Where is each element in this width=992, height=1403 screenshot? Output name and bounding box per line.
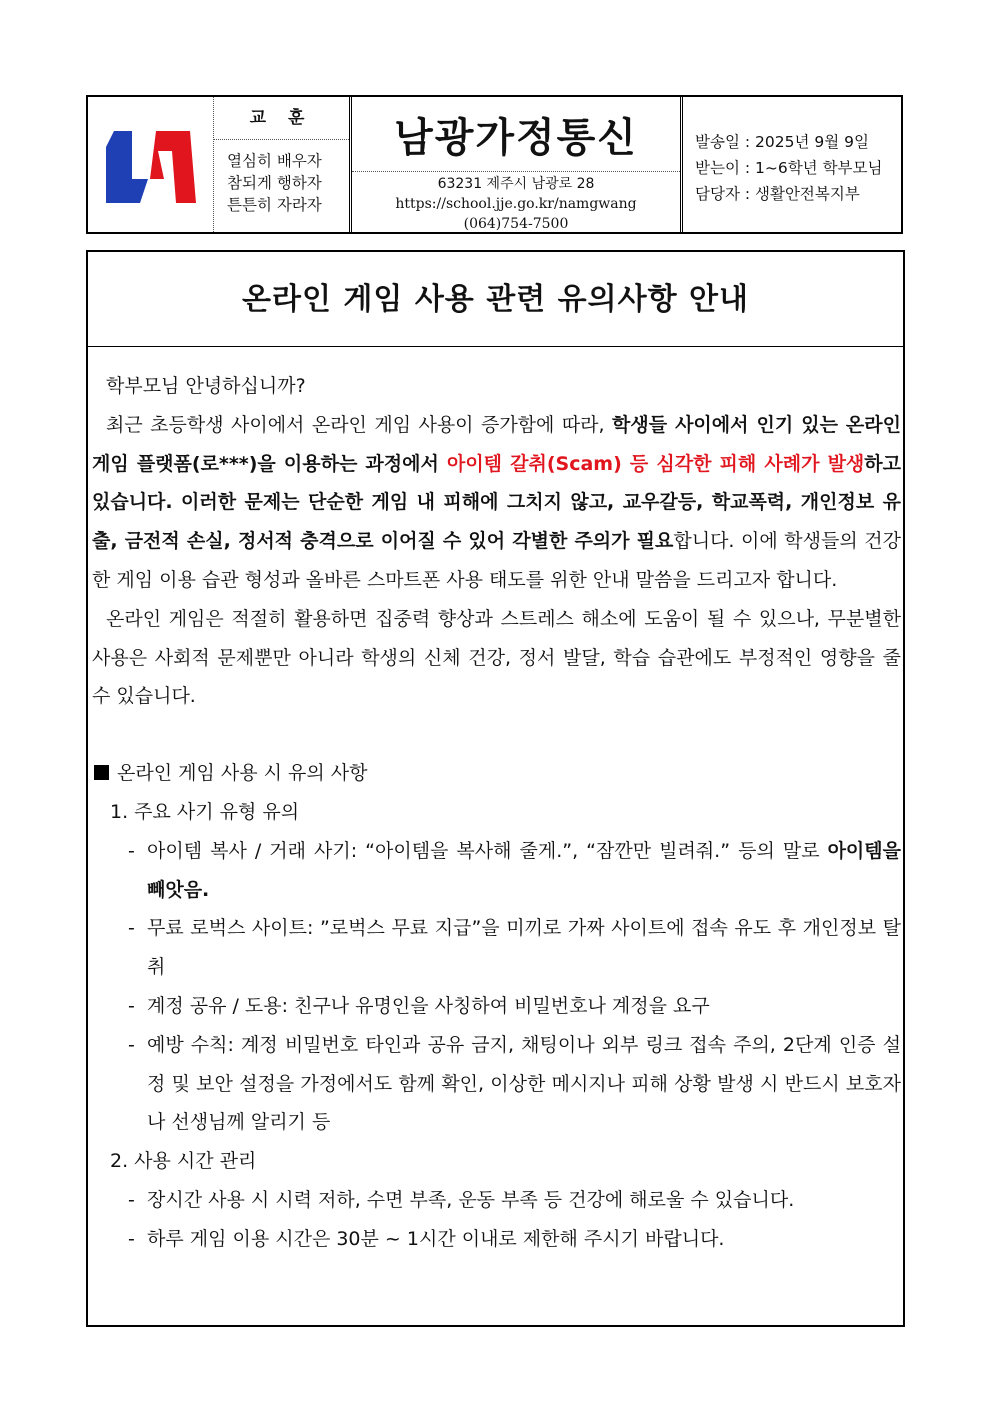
motto-title: 교 훈 bbox=[213, 97, 349, 140]
info-cell bbox=[683, 97, 901, 232]
school-phone: (064)754-7500 bbox=[463, 216, 569, 232]
greeting: 학부모님 안녕하십니까? bbox=[106, 375, 306, 397]
intro-text-1: 최근 초등학생 사이에서 온라인 게임 사용이 증가함에 따라, bbox=[106, 413, 612, 436]
list-item: - 장시간 사용 시 시력 저하, 수면 부족, 운동 부족 등 건강에 해로울 수 있습니다. bbox=[128, 1188, 795, 1211]
game-effects-paragraph: 온라인 게임은 적절히 활용하면 집중력 향상과 스트레스 해소에 도움이 될 수 있으나, 무분별한 사용은 사회적 문제뿐만 아니라 학생의 신체 건강, 정서 발달, 학습 습관에도 부정적인 영향을 줄 수 있습니다. bbox=[92, 607, 901, 708]
notice-title: 온라인 게임 사용 관련 유의사항 안내 bbox=[88, 252, 903, 347]
notice-box bbox=[86, 250, 905, 1327]
list-item: - 하루 게임 이용 시간은 30분 ~ 1시간 이내로 제한해 주시기 바랍니다. bbox=[128, 1227, 725, 1250]
subsection-1-title: 1. 주요 사기 유형 유의 bbox=[110, 800, 300, 823]
motto-line: 튼튼히 자라자 bbox=[227, 196, 322, 214]
motto-line: 열심히 배우자 bbox=[227, 152, 322, 170]
school-address: 63231 제주시 남광로 28 bbox=[437, 176, 595, 192]
department: 담당자 : 생활안전복지부 bbox=[695, 185, 860, 203]
notice-content bbox=[88, 347, 903, 1259]
motto-cell bbox=[213, 97, 352, 232]
send-date: 발송일 : 2025년 9월 9일 bbox=[695, 133, 869, 151]
intro-warning: 아이템 갈취(Scam) 등 심각한 피해 사례가 발생 bbox=[446, 452, 865, 475]
list-item: - 계정 공유 / 도용: 친구나 유명인을 사칭하여 비밀번호나 계정을 요구 bbox=[128, 994, 710, 1017]
school-logo-icon bbox=[106, 127, 196, 207]
intro-bold-1: 학생들 사이에서 인기 있는 온라인 게임 플랫폼(로***)을 이용하는 과정에서 bbox=[92, 413, 901, 475]
subsection-2-title: 2. 사용 시간 관리 bbox=[110, 1150, 257, 1173]
motto-lines bbox=[213, 140, 349, 216]
school-url[interactable]: https://school.jje.go.kr/namgwang bbox=[395, 196, 637, 212]
newsletter-title: 남광가정통신 bbox=[352, 97, 680, 172]
intro-bold-2: 하고 있습니다. 이러한 문제는 단순한 게임 내 피해에 그치지 않고, 교우갈등, 학교폭력, 개인정보 유출, 금전적 손실, 정서적 충격으로 이어질 수 있어 각별한 주의가 필요 bbox=[92, 452, 901, 553]
list-item: - 예방 수칙: 계정 비밀번호 타인과 공유 금지, 채팅이나 외부 링크 접속 주의, 2단계 인증 설정 및 보안 설정을 가정에서도 함께 확인, 이상한 메시지나 피해 상황 발생 시 반드시 보호자나 선생님께 알리기 등 bbox=[128, 1033, 901, 1134]
recipient: 받는이 : 1~6학년 학부모님 bbox=[695, 159, 883, 177]
motto-line: 참되게 행하자 bbox=[227, 174, 322, 192]
intro-paragraph bbox=[92, 406, 901, 600]
logo-cell bbox=[88, 97, 214, 232]
newsletter-header bbox=[86, 95, 903, 234]
list-item: - 무료 로벅스 사이트: ”로벅스 무료 지급”을 미끼로 가짜 사이트에 접속 유도 후 개인정보 탈취 bbox=[128, 917, 901, 979]
title-cell bbox=[352, 97, 683, 232]
list-item: - 아이템 복사 / 거래 사기: “아이템을 복사해 줄게.”, “잠깐만 빌려줘.” 등의 말로 아이템을 빼앗음. bbox=[128, 839, 901, 901]
section-heading: 온라인 게임 사용 시 유의 사항 bbox=[92, 754, 901, 793]
intro-text-2: 합니다. 이에 학생들의 건강한 게임 이용 습관 형성과 올바른 스마트폰 사용 태도를 위한 안내 말씀을 드리고자 합니다. bbox=[92, 530, 901, 591]
square-bullet-icon bbox=[94, 765, 109, 780]
